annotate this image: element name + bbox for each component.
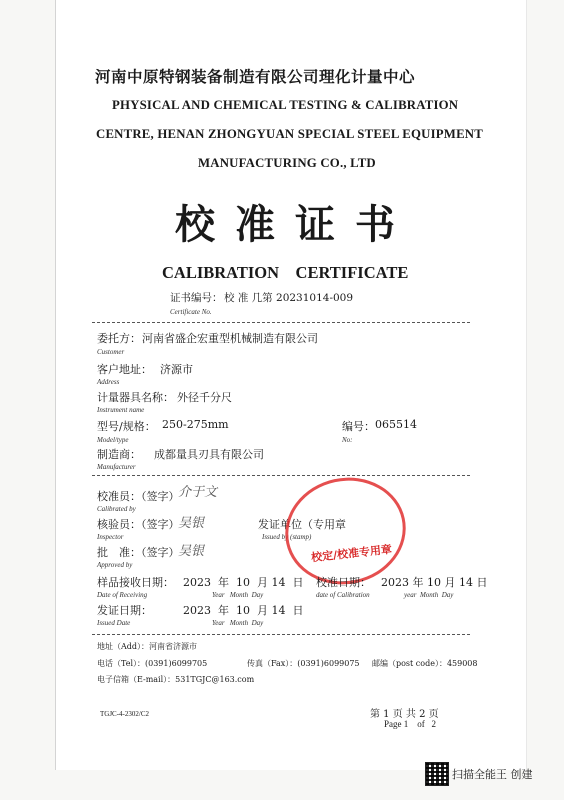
no-value: 065514 <box>375 418 417 431</box>
manufacturer-value: 成都量具刃具有限公司 <box>154 448 264 461</box>
org-name-en-line3: MANUFACTURING CO., LTD <box>198 156 376 170</box>
model-en: Model/type <box>97 436 129 444</box>
calibrated-en: Calibrated by <box>97 505 136 513</box>
receiving-date-value: 2023 年 10 月 14 日 <box>183 576 304 589</box>
org-name-en-line2: CENTRE, HENAN ZHONGYUAN SPECIAL STEEL EQUIPMENT <box>96 127 483 141</box>
manufacturer-en: Manufacturer <box>97 463 136 471</box>
receiving-date-label: 样品接收日期： <box>97 576 174 589</box>
model-value: 250-275mm <box>162 418 229 431</box>
receiving-date-en: Date of Receiving <box>97 591 148 599</box>
calibration-date-value: 2023 年 10 月 14 日 <box>381 576 488 589</box>
approved-label: 批 准：（签字） <box>97 546 180 559</box>
qr-code-icon <box>425 762 449 786</box>
page-number-en: Page 1 of 2 <box>384 719 436 729</box>
org-name-en-line1: PHYSICAL AND CHEMICAL TESTING & CALIBRATION <box>112 98 459 112</box>
org-name-cn: 河南中原特钢装备制造有限公司理化计量中心 <box>95 67 416 86</box>
stamp-label: 校定/校准专用章 <box>310 542 393 565</box>
address-en: Address <box>97 378 120 386</box>
divider <box>92 634 470 635</box>
manufacturer-label: 制造商： <box>97 448 141 461</box>
divider <box>92 322 470 323</box>
model-label: 型号/规格： <box>97 420 156 433</box>
receiving-ymd-en: Year Month Day <box>212 591 264 599</box>
approved-en: Approved by <box>97 561 133 569</box>
customer-value: 河南省盛企宏重型机械制造有限公司 <box>142 332 318 345</box>
calibration-date-en: date of Calibration <box>316 591 370 599</box>
issue-date-en: Issued Date <box>97 619 131 627</box>
calibrated-signature: 介于文 <box>178 485 218 500</box>
title-en: CALIBRATION CERTIFICATE <box>162 263 409 282</box>
contact-email: 电子信箱（E-mail）：531TGJC@163.com <box>97 675 255 684</box>
certificate-page <box>55 0 526 770</box>
cert-no-en: Certificate No. <box>170 308 212 316</box>
instrument-value: 外径千分尺 <box>177 391 232 404</box>
instrument-label: 计量器具名称： <box>97 391 174 404</box>
customer-en: Customer <box>97 348 125 356</box>
form-code: TGJC-4-2302/C2 <box>100 710 149 718</box>
address-value: 济源市 <box>160 363 193 376</box>
divider <box>92 475 470 476</box>
inspector-en: Inspector <box>97 533 124 541</box>
issued-by-label: 发证单位（专用章 <box>258 518 346 531</box>
inspector-label: 核验员：（签字） <box>97 518 180 531</box>
issued-by-en: Issued by (stamp) <box>262 533 312 541</box>
issue-date-value: 2023 年 10 月 14 日 <box>183 604 304 617</box>
no-en: No: <box>342 436 353 444</box>
approved-signature: 吴银 <box>178 544 205 559</box>
cert-no-value: 校 准 几第 20231014-009 <box>224 292 354 304</box>
calibrated-label: 校准员：（签字） <box>97 490 180 503</box>
scanner-watermark: 扫描全能王 创建 <box>452 768 533 781</box>
no-label: 编号： <box>342 420 375 433</box>
instrument-en: Instrument name <box>97 406 145 414</box>
customer-label: 委托方： <box>97 332 141 345</box>
contact-fax: 传真（Fax）：(0391)6099075 <box>247 659 360 668</box>
issue-date-label: 发证日期： <box>97 604 152 617</box>
contact-postcode: 邮编（post code）：459008 <box>372 659 478 668</box>
inspector-signature: 吴银 <box>178 516 205 531</box>
page-number-cn: 第 1 页 共 2 页 <box>370 709 439 720</box>
calibration-date-label: 校准日期： <box>316 576 371 589</box>
calibration-ymd-en: year Month Day <box>404 591 454 599</box>
contact-address: 地址（Add）：河南省济源市 <box>97 642 198 651</box>
issue-ymd-en: Year Month Day <box>212 619 264 627</box>
title-cn: 校准证书 <box>175 202 415 248</box>
contact-tel: 电话（Tel）：(0391)6099705 <box>97 659 208 668</box>
cert-no-label: 证书编号： <box>170 292 223 304</box>
address-label: 客户地址： <box>97 363 152 376</box>
